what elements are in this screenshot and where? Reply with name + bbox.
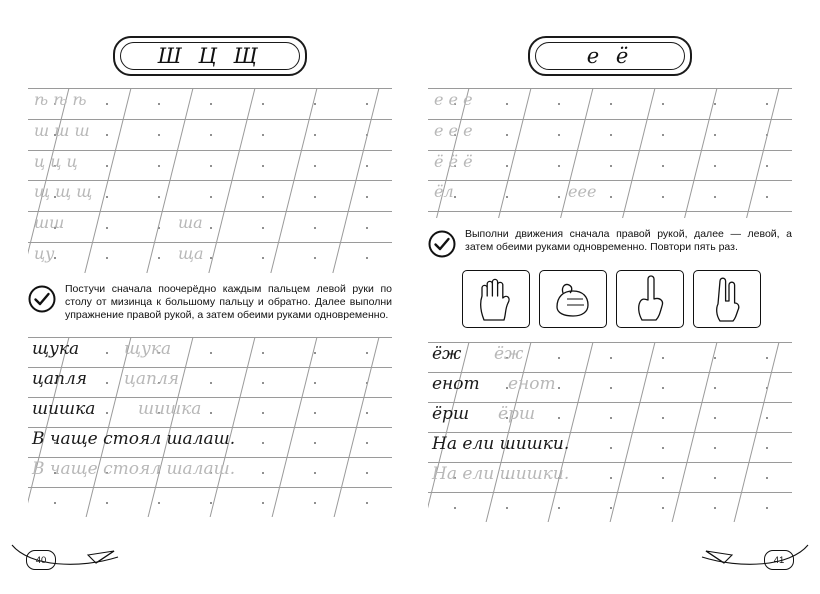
ruled-midpoint-dot [314,472,316,474]
ruled-midpoint-dot [158,165,160,167]
ruled-midpoint-dot [262,134,264,136]
right-letter-glyphs: е ё [586,44,634,68]
ruled-midpoint-dot [262,472,264,474]
handwriting-sample-dark: щука [32,338,80,359]
index-finger-hand-icon [616,270,684,328]
handwriting-trace-light: ша [178,213,203,233]
ruled-midpoint-dot [454,507,456,509]
ruled-midpoint-dot [610,477,612,479]
ruled-midpoint-dot [766,165,768,167]
ruled-midpoint-dot [158,134,160,136]
ruled-midpoint-dot [210,103,212,105]
ruled-midpoint-dot [366,352,368,354]
handwriting-trace-light: еее [568,182,597,202]
ruled-midpoint-dot [158,502,160,504]
handwriting-trace-light: ёрш [498,404,536,424]
ruled-midpoint-dot [714,447,716,449]
ruled-line [28,211,392,212]
ruled-midpoint-dot [662,387,664,389]
left-instruction-note [28,283,392,323]
ruled-midpoint-dot [506,134,508,136]
ruled-midpoint-dot [366,472,368,474]
right-page-number: 41 [764,550,794,570]
ruled-midpoint-dot [314,196,316,198]
handwriting-trace-light: е е е [434,90,473,109]
ruled-midpoint-dot [506,507,508,509]
ruled-midpoint-dot [714,134,716,136]
handwriting-trace-light: е е е [434,120,473,140]
check-circle-icon [28,285,56,313]
left-decorative-swoosh-icon [10,541,130,576]
two-fingers-hand-icon [693,270,761,328]
ruled-midpoint-dot [558,357,560,359]
ruled-midpoint-dot [262,257,264,259]
ruled-midpoint-dot [262,103,264,105]
ruled-midpoint-dot [366,442,368,444]
ruled-midpoint-dot [558,103,560,105]
ruled-midpoint-dot [314,352,316,354]
ruled-midpoint-dot [766,447,768,449]
ruled-midpoint-dot [314,502,316,504]
ruled-line [28,150,392,151]
ruled-midpoint-dot [714,165,716,167]
ruled-midpoint-dot [158,103,160,105]
handwriting-trace-light: ц ц ц [34,151,78,171]
ruled-midpoint-dot [558,387,560,389]
right-practice-ruled-block [428,88,792,218]
ruled-midpoint-dot [610,134,612,136]
ruled-midpoint-dot [106,227,108,229]
ruled-line [428,402,792,403]
ruled-midpoint-dot [714,103,716,105]
ruled-line [28,180,392,181]
ruled-midpoint-dot [210,165,212,167]
ruled-line [428,150,792,151]
ruled-midpoint-dot [262,382,264,384]
ruled-midpoint-dot [106,382,108,384]
ruled-midpoint-dot [506,196,508,198]
slant-guide-line [495,88,533,218]
ruled-midpoint-dot [210,196,212,198]
handwriting-trace-light: щ щ щ [34,182,93,202]
left-page-number: 40 [26,550,56,570]
ruled-midpoint-dot [314,382,316,384]
ruled-midpoint-dot [714,387,716,389]
ruled-midpoint-dot [766,477,768,479]
ruled-midpoint-dot [662,134,664,136]
ruled-midpoint-dot [366,257,368,259]
ruled-line [428,211,792,212]
ruled-midpoint-dot [314,442,316,444]
ruled-midpoint-dot [662,417,664,419]
ruled-midpoint-dot [662,103,664,105]
ruled-midpoint-dot [210,412,212,414]
ruled-line [28,337,392,338]
ruled-midpoint-dot [314,134,316,136]
right-letter-header-box [528,36,692,76]
ruled-midpoint-dot [262,442,264,444]
ruled-midpoint-dot [610,417,612,419]
ruled-midpoint-dot [714,477,716,479]
right-footer [410,542,820,576]
handwriting-sample-dark: енот [432,374,480,394]
ruled-midpoint-dot [558,134,560,136]
ruled-midpoint-dot [262,227,264,229]
ruled-midpoint-dot [106,103,108,105]
ruled-line [28,119,392,120]
ruled-line [28,242,392,243]
ruled-midpoint-dot [210,134,212,136]
ruled-midpoint-dot [210,502,212,504]
left-letter-header-box [113,36,307,76]
ruled-midpoint-dot [210,382,212,384]
ruled-midpoint-dot [158,257,160,259]
handwriting-trace-light: На ели шишки. [432,464,570,484]
ruled-midpoint-dot [366,103,368,105]
ruled-midpoint-dot [662,447,664,449]
open-palm-hand-icon [462,270,530,328]
ruled-midpoint-dot [610,196,612,198]
handwriting-trace-light: ща [178,244,204,263]
ruled-midpoint-dot [366,196,368,198]
handwriting-sample-dark: На ели шишки. [432,434,570,454]
ruled-midpoint-dot [506,103,508,105]
ruled-midpoint-dot [314,103,316,105]
ruled-midpoint-dot [54,502,56,504]
right-instruction-note [428,228,792,258]
ruled-line [428,492,792,493]
ruled-midpoint-dot [662,507,664,509]
ruled-line [28,397,392,398]
ruled-midpoint-dot [766,507,768,509]
ruled-midpoint-dot [262,502,264,504]
ruled-line [428,88,792,89]
ruled-midpoint-dot [766,103,768,105]
fist-thumb-hand-icon [539,270,607,328]
ruled-midpoint-dot [106,257,108,259]
ruled-midpoint-dot [662,477,664,479]
handwriting-trace-light: ёл [434,182,454,202]
ruled-midpoint-dot [106,412,108,414]
ruled-line [28,457,392,458]
ruled-midpoint-dot [558,507,560,509]
ruled-midpoint-dot [262,412,264,414]
hand-exercise-figures [428,270,792,328]
left-practice-ruled-block [28,88,392,273]
ruled-midpoint-dot [610,103,612,105]
ruled-midpoint-dot [210,227,212,229]
ruled-midpoint-dot [158,196,160,198]
right-decorative-swoosh-icon [690,541,810,576]
right-page [410,0,820,594]
ruled-midpoint-dot [314,227,316,229]
handwriting-trace-light: ѣ ѣ ѣ [34,90,87,109]
ruled-midpoint-dot [454,196,456,198]
ruled-midpoint-dot [610,447,612,449]
ruled-midpoint-dot [366,502,368,504]
ruled-midpoint-dot [714,417,716,419]
ruled-midpoint-dot [106,134,108,136]
ruled-midpoint-dot [558,196,560,198]
left-instruction-text: Постучи сначала поочерёдно каждым пальцем левой руки по столу от мизинца к большому пальцу и обратно. Далее выполни упражнение правой рукой, а затем обеими руками одновременно. [65,283,392,322]
ruled-line [428,180,792,181]
ruled-midpoint-dot [366,412,368,414]
ruled-midpoint-dot [662,196,664,198]
ruled-midpoint-dot [106,352,108,354]
ruled-line [428,432,792,433]
handwriting-trace-light: шишка [138,398,202,419]
ruled-midpoint-dot [106,165,108,167]
slant-guide-line [743,88,781,218]
left-words-ruled-block [28,337,392,517]
ruled-midpoint-dot [662,357,664,359]
handwriting-trace-light: щука [124,338,172,359]
handwriting-trace-light: ш ш ш [34,120,90,140]
handwriting-trace-light: енот [508,374,556,394]
ruled-line [428,462,792,463]
ruled-line [28,427,392,428]
ruled-midpoint-dot [210,352,212,354]
ruled-line [28,88,392,89]
check-circle-icon [428,230,456,258]
ruled-midpoint-dot [766,417,768,419]
ruled-line [428,342,792,343]
handwriting-trace-light: шш [34,213,65,233]
ruled-midpoint-dot [610,165,612,167]
ruled-line [28,367,392,368]
ruled-midpoint-dot [558,165,560,167]
right-words-ruled-block [428,342,792,522]
ruled-midpoint-dot [106,502,108,504]
ruled-midpoint-dot [766,357,768,359]
ruled-midpoint-dot [314,412,316,414]
slant-guide-line [681,88,719,218]
ruled-line [428,372,792,373]
ruled-line [28,487,392,488]
ruled-midpoint-dot [506,165,508,167]
ruled-midpoint-dot [558,417,560,419]
ruled-midpoint-dot [610,357,612,359]
ruled-midpoint-dot [366,165,368,167]
handwriting-sample-dark: шишка [32,398,96,419]
handwriting-sample-dark: цапля [32,368,88,389]
handwriting-trace-light: В чаще стоял шалаш. [32,458,236,479]
ruled-midpoint-dot [662,165,664,167]
handwriting-trace-light: ёж [494,344,524,364]
handwriting-trace-light: ё ё ё [434,151,473,171]
handwriting-sample-dark: ёрш [432,404,470,424]
ruled-midpoint-dot [714,196,716,198]
ruled-midpoint-dot [262,196,264,198]
ruled-midpoint-dot [766,196,768,198]
ruled-midpoint-dot [366,227,368,229]
handwriting-trace-light: цапля [124,368,180,389]
ruled-midpoint-dot [262,165,264,167]
ruled-midpoint-dot [314,257,316,259]
ruled-midpoint-dot [314,165,316,167]
ruled-midpoint-dot [610,387,612,389]
ruled-midpoint-dot [106,196,108,198]
handwriting-trace-light: цу [34,244,55,263]
left-footer [0,542,410,576]
ruled-line [428,119,792,120]
left-letter-glyphs: Ш Ц Щ [157,44,263,68]
slant-guide-line [619,88,657,218]
ruled-midpoint-dot [714,357,716,359]
ruled-midpoint-dot [714,507,716,509]
right-instruction-text: Выполни движения сначала правой рукой, далее — левой, а затем обеими руками одновременно. Повтори пять раз. [465,228,792,254]
ruled-midpoint-dot [262,352,264,354]
handwriting-sample-dark: В чаще стоял шалаш. [32,428,236,449]
handwriting-sample-dark: ёж [432,344,462,364]
